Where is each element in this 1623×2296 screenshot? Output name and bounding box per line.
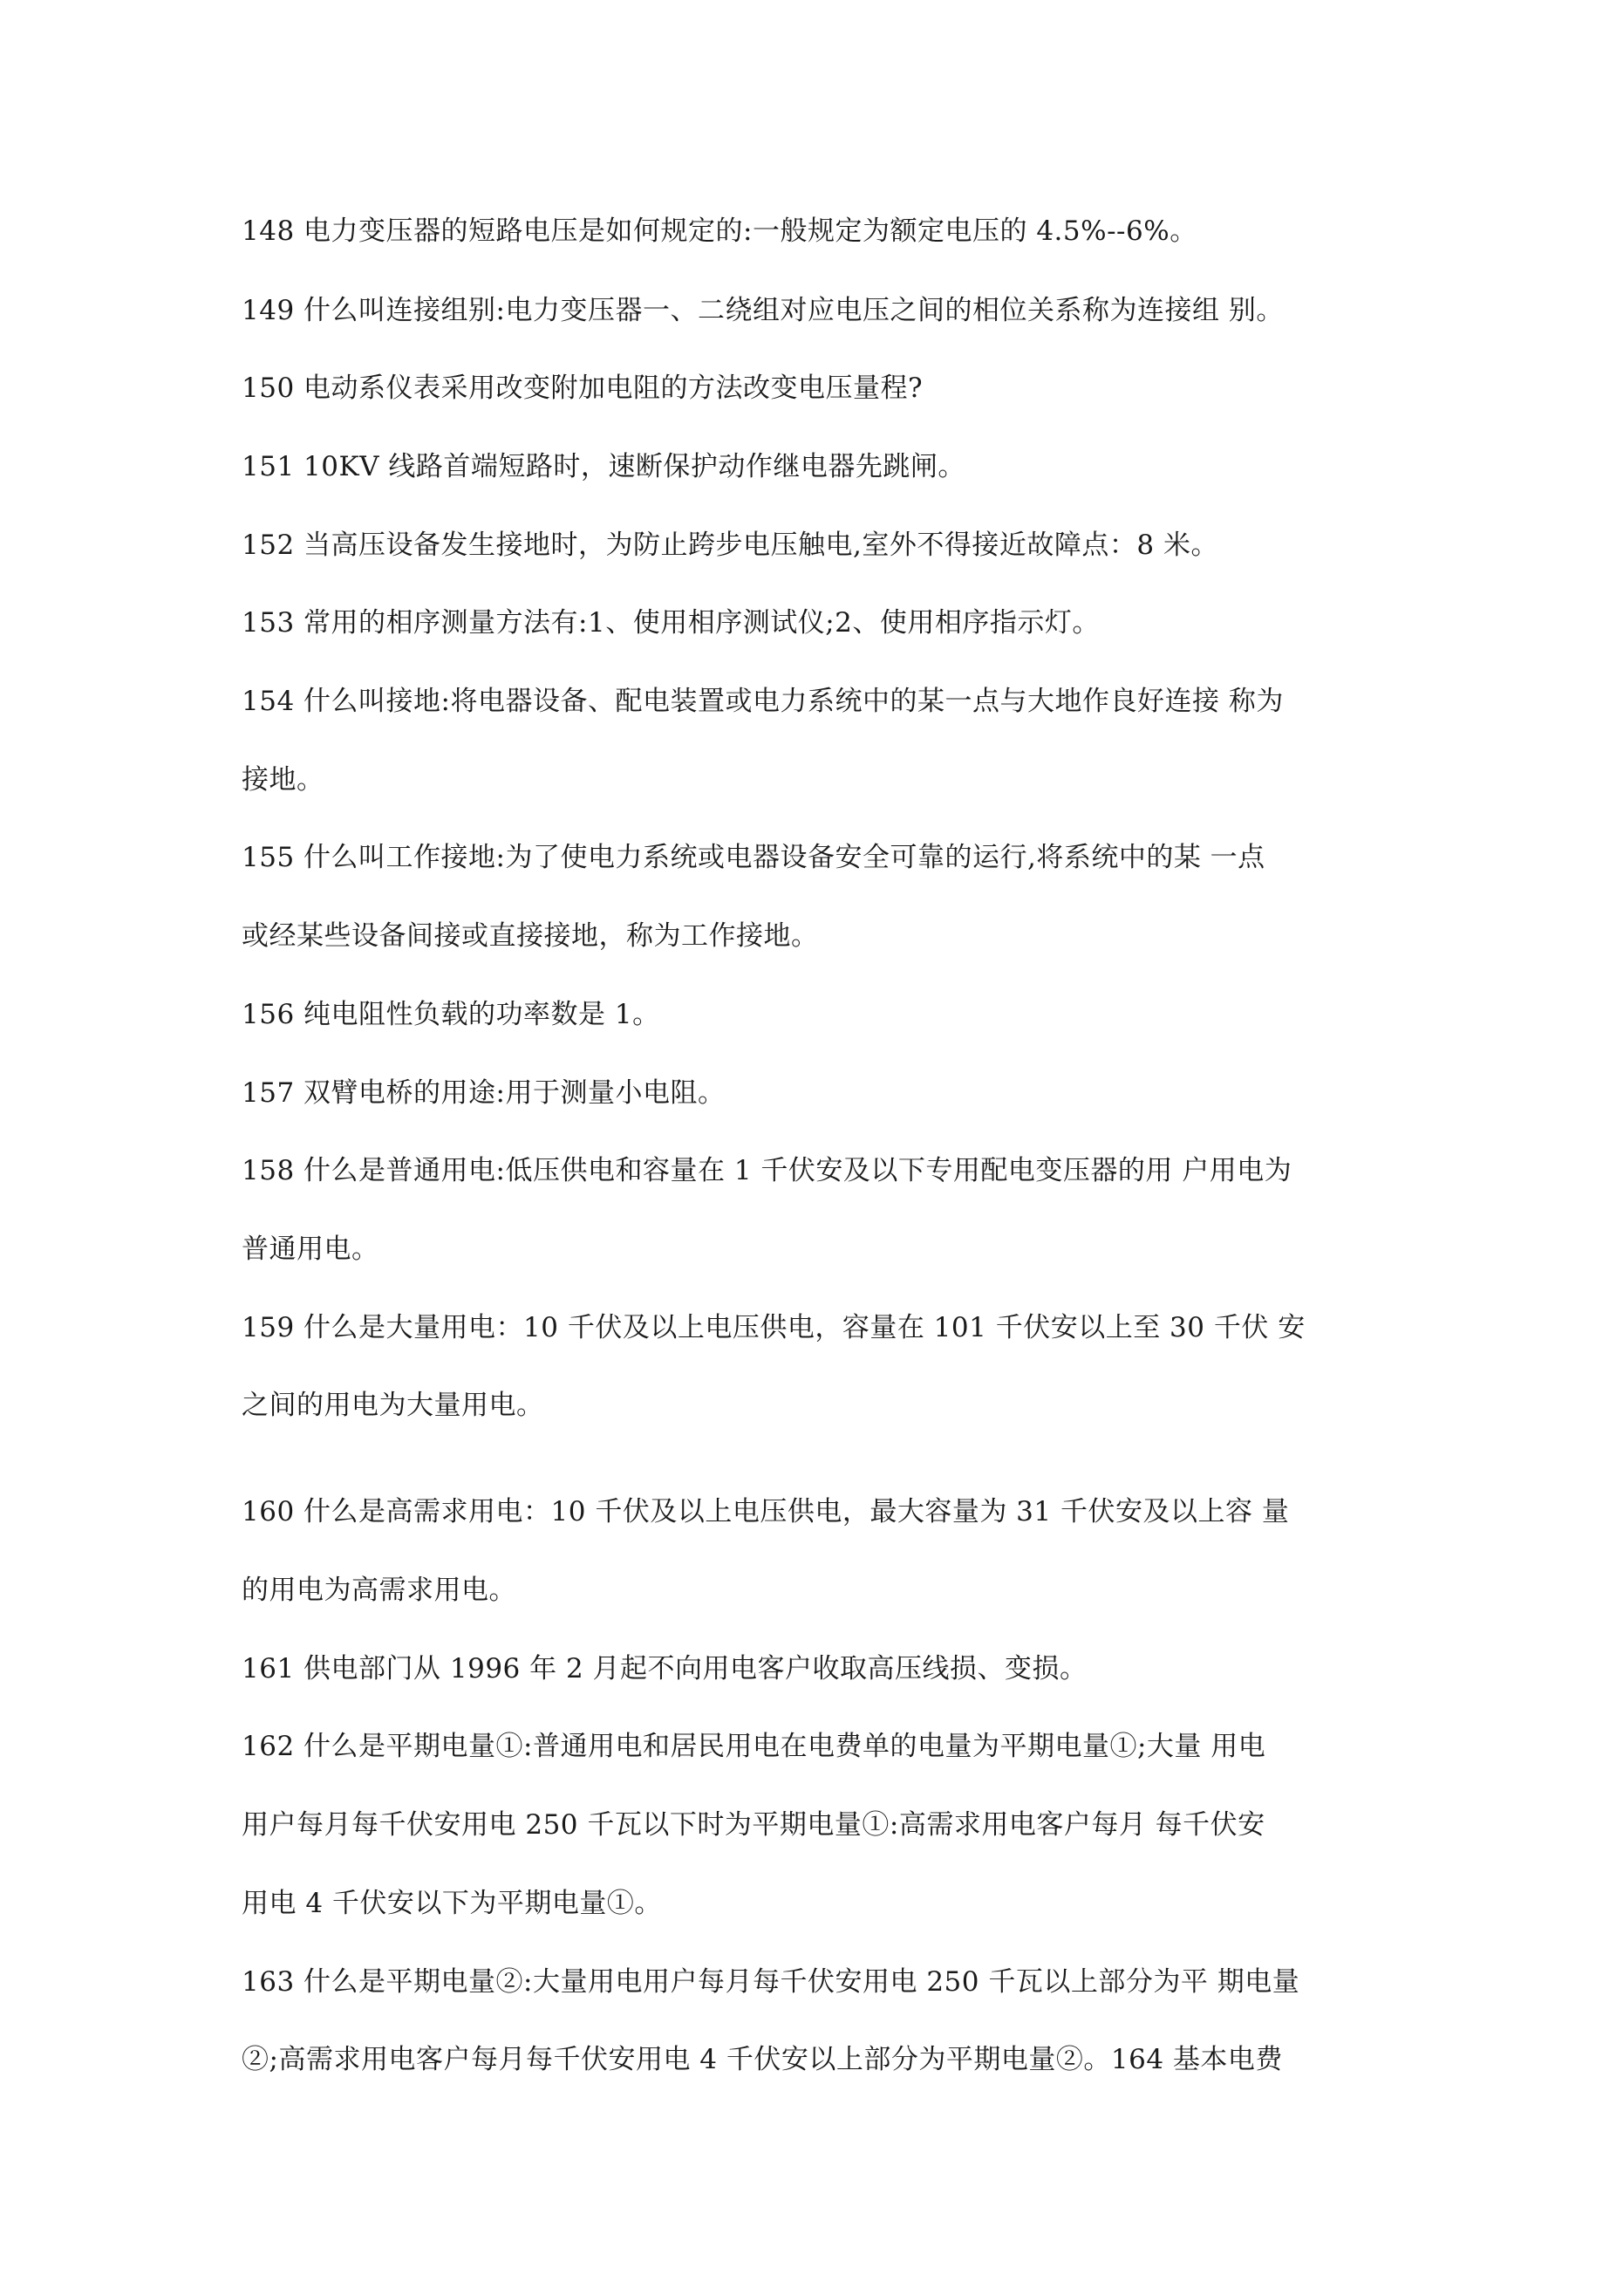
text-line: 接地。 (242, 764, 324, 796)
text-line: 或经某些设备间接或直接接地，称为工作接地。 (242, 920, 819, 952)
text-line: 161 供电部门从 1996 年 2 月起不向用电客户收取高压线损、变损。 (242, 1653, 1088, 1684)
text-line: 的用电为高需求用电。 (242, 1575, 516, 1606)
text-line: 154 什么叫接地:将电器设备、配电装置或电力系统中的某一点与大地作良好连接 称为 (242, 686, 1284, 717)
text-line: 之间的用电为大量用电。 (242, 1390, 544, 1421)
text-line: 159 什么是大量用电：10 千伏及以上电压供电，容量在 101 千伏安以上至 30 千伏 安 (242, 1312, 1306, 1343)
text-line: 用电 4 千伏安以下为平期电量①。 (242, 1888, 662, 1919)
text-line: 160 什么是高需求用电：10 千伏及以上电压供电，最大容量为 31 千伏安及以上容 量 (242, 1496, 1290, 1527)
text-line: ②;高需求用电客户每月每千伏安用电 4 千伏安以上部分为平期电量②。164 基本电费 (242, 2044, 1283, 2075)
text-line: 162 什么是平期电量①:普通用电和居民用电在电费单的电量为平期电量①;大量 用电 (242, 1731, 1266, 1762)
text-line: 149 什么叫连接组别:电力变压器一、二绕组对应电压之间的相位关系称为连接组 别。 (242, 295, 1284, 326)
text-line: 普通用电。 (242, 1233, 379, 1265)
text-line: 用户每月每千伏安用电 250 千瓦以下时为平期电量①:高需求用电客户每月 每千伏安 (242, 1809, 1265, 1841)
text-line: 150 电动系仪表采用改变附加电阻的方法改变电压量程? (242, 372, 924, 404)
text-line: 152 当高压设备发生接地时，为防止跨步电压触电,室外不得接近故障点：8 米。 (242, 530, 1218, 561)
text-line: 163 什么是平期电量②:大量用电用户每月每千伏安用电 250 千瓦以上部分为平 期电量 (242, 1966, 1300, 1998)
text-line: 155 什么叫工作接地:为了使电力系统或电器设备安全可靠的运行,将系统中的某 一点 (242, 842, 1265, 873)
text-line: 148 电力变压器的短路电压是如何规定的:一般规定为额定电压的 4.5%--6%。 (242, 215, 1197, 247)
text-line: 156 纯电阻性负载的功率数是 1。 (242, 999, 660, 1030)
text-line: 151 10KV 线路首端短路时，速断保护动作继电器先跳闸。 (242, 451, 965, 482)
text-line: 158 什么是普通用电:低压供电和容量在 1 千伏安及以下专用配电变压器的用 户用电为 (242, 1155, 1292, 1186)
text-line: 153 常用的相序测量方法有:1、使用相序测试仪;2、使用相序指示灯。 (242, 607, 1100, 639)
text-line: 157 双臂电桥的用途:用于测量小电阻。 (242, 1077, 726, 1109)
